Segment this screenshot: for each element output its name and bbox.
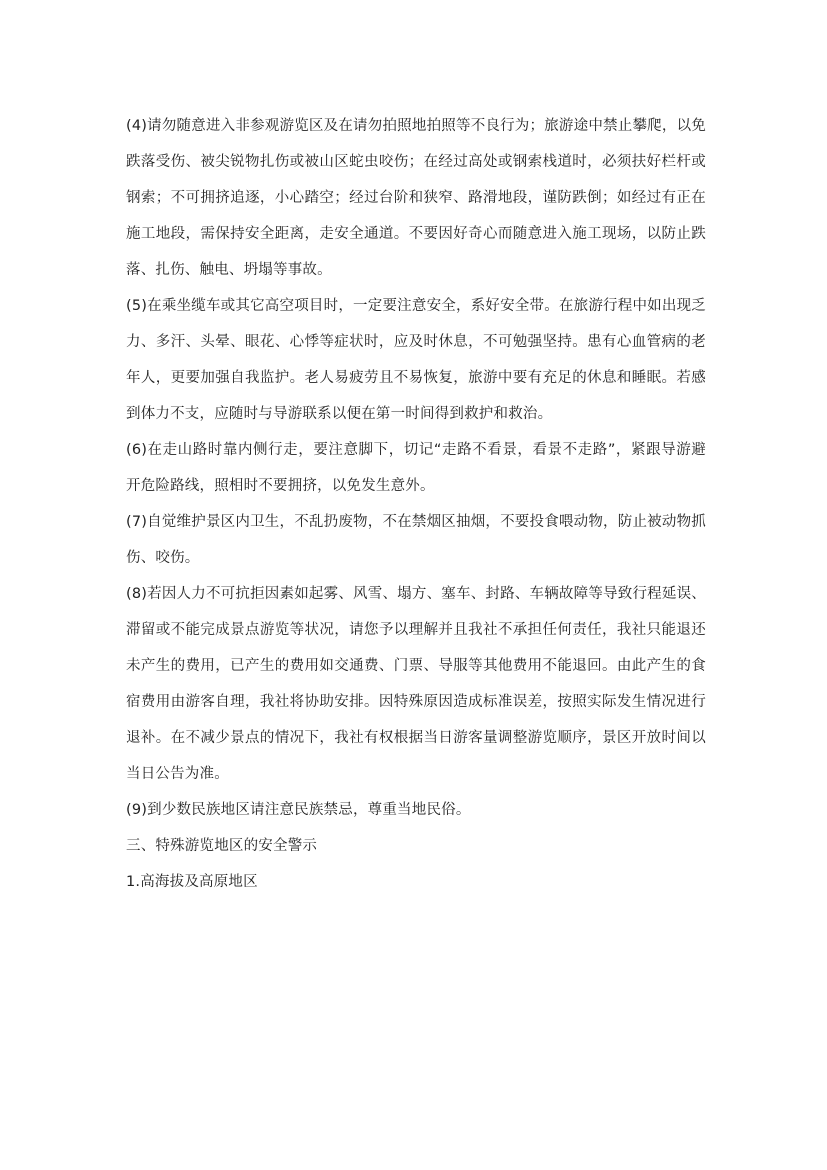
subsection-heading: 1.高海拔及高原地区 bbox=[126, 874, 258, 890]
paragraph-item-6: (6)在走山路时靠内侧行走，要注意脚下，切记“走路不看景，看景不走路”，紧跟导游避开危险路线，照相时不要拥挤，以免发生意外。 bbox=[126, 442, 706, 494]
paragraph-item-5: (5)在乘坐缆车或其它高空项目时，一定要注意安全，系好安全带。在旅游行程中如出现乏力、多汗、头晕、眼花、心悸等症状时，应及时休息，不可勉强坚持。患有心血管病的老年人，更要加强自我监护。老人易疲劳且不易恢复，旅游中要有充足的休息和睡眠。若感到体力不支，应随时与导游联系以便在第一时间得到救护和救治。 bbox=[126, 298, 706, 422]
section-heading: 三、特殊游览地区的安全警示 bbox=[126, 838, 318, 854]
document-body bbox=[126, 108, 706, 900]
paragraph-item-4: (4)请勿随意进入非参观游览区及在请勿拍照地拍照等不良行为；旅游途中禁止攀爬，以免跌落受伤、被尖锐物扎伤或被山区蛇虫咬伤；在经过高处或钢索栈道时，必须扶好栏杆或钢索；不可拥挤追逐，小心踏空；经过台阶和狭窄、路滑地段，谨防跌倒；如经过有正在施工地段，需保持安全距离，走安全通道。不要因好奇心而随意进入施工现场，以防止跌落、扎伤、触电、坍塌等事故。 bbox=[126, 118, 706, 278]
paragraph-item-8: (8)若因人力不可抗拒因素如起雾、风雪、塌方、塞车、封路、车辆故障等导致行程延误、滞留或不能完成景点游览等状况，请您予以理解并且我社不承担任何责任，我社只能退还未产生的费用，已产生的费用如交通费、门票、导服等其他费用不能退回。由此产生的食宿费用由游客自理，我社将协助安排。因特殊原因造成标准误差，按照实际发生情况进行退补。在不减少景点的情况下，我社有权根据当日游客量调整游览顺序，景区开放时间以当日公告为准。 bbox=[126, 586, 706, 782]
paragraph-item-7: (7)自觉维护景区内卫生，不乱扔废物，不在禁烟区抽烟，不要投食喂动物，防止被动物抓伤、咬伤。 bbox=[126, 514, 706, 566]
paragraph-item-9: (9)到少数民族地区请注意民族禁忌，尊重当地民俗。 bbox=[126, 802, 471, 818]
